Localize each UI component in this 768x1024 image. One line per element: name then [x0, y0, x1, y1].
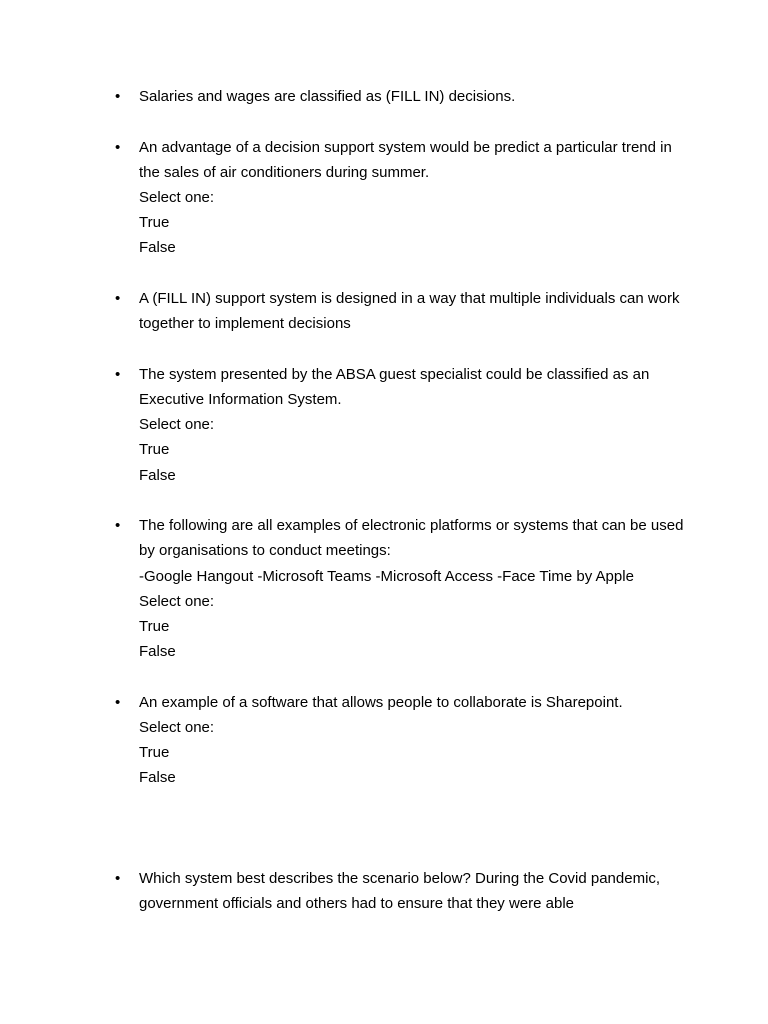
bullet-icon: •: [115, 693, 121, 711]
option-true: True: [139, 441, 170, 459]
select-one-label: Select one:: [139, 189, 215, 206]
option-false: False: [139, 643, 176, 661]
option-false: False: [139, 466, 176, 484]
question-text: Which system best describes the scenario below? During the Covid pandemic, government officials and others had to ensure that they were able: [139, 869, 661, 912]
question-item-4: [0, 362, 684, 488]
question-text: An example of a software that allows people to collaborate is Sharepoint.: [139, 693, 623, 711]
platform-list: -Google Hangout -Microsoft Teams -Microsoft Access -Face Time by Apple: [139, 567, 634, 585]
question-text: The system presented by the ABSA guest specialist could be classified as an Executive Information System.: [139, 365, 650, 408]
question-item-7: [0, 866, 684, 916]
bullet-icon: •: [115, 138, 121, 156]
option-true: True: [139, 618, 170, 636]
bullet-icon: •: [115, 290, 121, 307]
question-item-3: [0, 286, 684, 336]
bullet-icon: •: [115, 365, 121, 383]
bullet-icon: •: [115, 869, 121, 887]
select-one-label: Select one:: [139, 592, 215, 610]
option-true: True: [139, 744, 170, 762]
select-one-label: Select one:: [139, 416, 215, 434]
question-text: The following are all examples of electronic platforms or systems that can be used by organisations to conduct meetings:: [139, 517, 684, 560]
select-one-label: Select one:: [139, 719, 215, 737]
option-true: True: [139, 214, 170, 232]
question-item-6: [0, 690, 684, 791]
bullet-icon: •: [115, 517, 121, 535]
question-text: Salaries and wages are classified as (FILL IN) decisions.: [139, 88, 516, 105]
question-text: A (FILL IN) support system is designed in a way that multiple individuals can work together to implement decisions: [139, 290, 680, 333]
bullet-icon: •: [115, 88, 121, 105]
question-list: [0, 84, 768, 941]
option-false: False: [139, 239, 176, 257]
question-item-1: [0, 84, 684, 109]
option-false: False: [139, 769, 176, 787]
question-item-2: [0, 135, 684, 261]
question-item-5: [0, 513, 684, 664]
question-text: An advantage of a decision support system would be predict a particular trend in the sales of air conditioners during summer.: [139, 138, 672, 181]
